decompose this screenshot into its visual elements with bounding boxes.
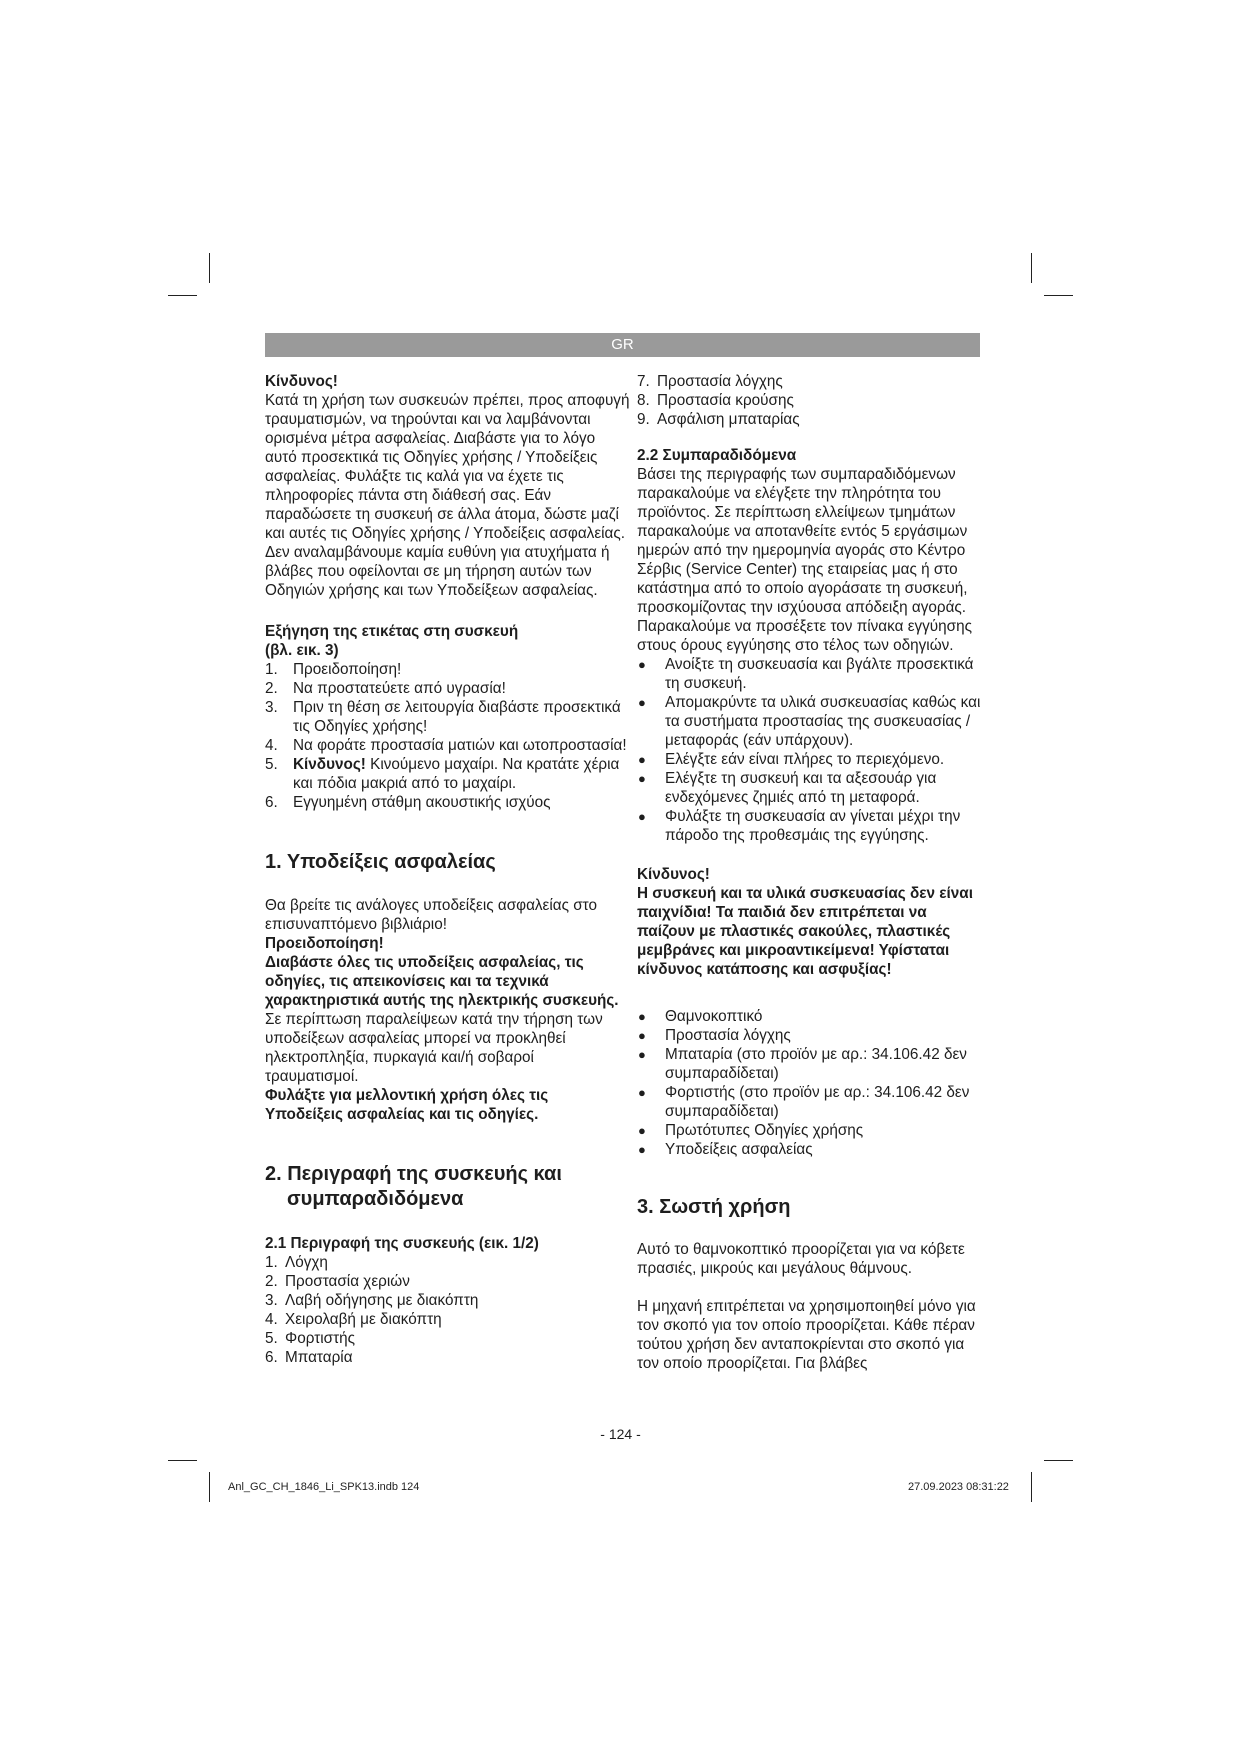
crop-mark: [1031, 253, 1032, 283]
danger-2-text: Η συσκευή και τα υλικά συσκευασίας δεν είναι παιχνίδια! Τα παιδιά δεν επιτρέπεται να παίζουν με πλαστικές σακούλες, πλαστικές μεμβράνες και μικροαντικείμενα! Υφίσταται κίνδυνος κατάποσης και ασφυξίας!: [637, 885, 973, 978]
crop-mark: [1044, 1460, 1073, 1461]
page-number: - 124 -: [600, 1426, 641, 1442]
list-item: ● Απομακρύντε τα υλικά συσκευασίας καθώς και τα συστήματα προστασίας της συσκευασίας / μεταφοράς (εάν υπάρχουν).: [638, 694, 981, 749]
list-item: ● Πρωτότυπες Οδηγίες χρήσης: [638, 1122, 864, 1139]
list-item: 5. Φορτιστής: [265, 1330, 356, 1347]
language-header-bar: [265, 333, 980, 357]
list-item: 6. Μπαταρία: [265, 1349, 353, 1366]
language-code: GR: [611, 336, 634, 353]
list-item: ● Προστασία λόγχης: [638, 1027, 791, 1044]
list-item: ● Ελέγξτε εάν είναι πλήρες το περιεχόμενο.: [638, 751, 945, 768]
crop-mark: [168, 295, 197, 296]
list-item: 8. Προστασία κρούσης: [637, 392, 794, 409]
list-item: 5. Κίνδυνος! Κινούμενο μαχαίρι. Να κρατάτε χέρια και πόδια μακριά από το μαχαίρι.: [265, 756, 620, 792]
list-item: 4. Να φοράτε προστασία ματιών και ωτοπροστασία!: [265, 737, 627, 754]
device-parts-list: [265, 1253, 630, 1367]
section-1-heading: 1. Υποδείξεις ασφαλείας: [265, 851, 496, 873]
crop-mark: [209, 253, 210, 283]
danger-text: Κατά τη χρήση των συσκευών πρέπει, προς αποφυγή τραυματισμών, να τηρούνται και να λαμβάνονται ορισμένα μέτρα ασφαλείας. Διαβάστε για το λόγο αυτό προσεκτικά τις Οδηγίες χρήσης / Υποδείξεις ασφαλείας. Φυλάξτε τις καλά για να έχετε τις πληροφορίες πάντα στη διάθεσή σας. Εάν παραδώσετε τη συσκευή σε άλλα άτομα, δώστε μαζί και αυτές τις Οδηγίες χρήσης / Υποδείξεις ασφαλείας. Δεν αναλαμβάνουμε καμία ευθύνη για ατυχήματα ή βλάβες που οφείλονται σε μη τήρηση αυτών των Οδηγιών χρήσης και των Υποδείξεων ασφαλείας.: [265, 392, 630, 599]
section-3-paragraph-2: Η μηχανή επιτρέπεται να χρησιμοποιηθεί μόνο για τον σκοπό για τον οποίο προορίζεται. Κάθε πέραν τούτου χρήση δεν ανταποκρίενται στο σκοπό για τον οποίο προορίζεται. Για βλάβες: [637, 1298, 976, 1372]
keep-instructions: Φυλάξτε για μελλοντική χρήση όλες τις Υποδείξεις ασφαλείας και τις οδηγίες.: [265, 1087, 549, 1123]
list-item: 1. Προειδοποίηση!: [265, 661, 402, 678]
section-1-intro: Θα βρείτε τις ανάλογες υποδείξεις ασφαλείας στο επισυναπτόμενο βιβλιάριο!: [265, 897, 598, 933]
list-item: ● Θαμνοκοπτικό: [638, 1008, 763, 1025]
list-item: ● Υποδείξεις ασφαλείας: [638, 1141, 813, 1158]
crop-mark: [209, 1472, 210, 1502]
list-item: 6. Εγγυημένη στάθμη ακουστικής ισχύος: [265, 794, 551, 811]
label-list: [265, 660, 630, 812]
list-item: ● Μπαταρία (στο προϊόν με αρ.: 34.106.42 δεν συμπαραδίδεται): [638, 1046, 967, 1082]
list-item: 1. Λόγχη: [265, 1254, 328, 1271]
list-item: 3. Λαβή οδήγησης με διακόπτη: [265, 1292, 479, 1309]
file-slug: Anl_GC_CH_1846_Li_SPK13.indb 124: [228, 1481, 420, 1493]
danger-title: Κίνδυνος!: [265, 373, 338, 390]
section-2-2-text: Βάσει της περιγραφής των συμπαραδιδόμενων παρακαλούμε να ελέγξετε την πληρότητα του προϊόντος. Σε περίπτωση ελλείψεων τμημάτων παρακαλούμε να αποτανθείτε εντός 5 εργάσιμων ημερών από την ημερομηνία αγοράς στο Κέντρο Σέρβις (Service Center) της εταιρείας μας ή στο κατάστημα από το οποίο αγοράσατε τη συσκευή, προσκομίζοντας την ισχύουσα απόδειξη αγοράς. Παρακαλούμε να προσέξετε τον πίνακα εγγύησης στους όρους εγγύησης στο τέλος των οδηγιών.: [637, 466, 973, 654]
crop-mark: [168, 1460, 197, 1461]
danger-2-title: Κίνδυνος!: [637, 866, 710, 883]
list-item: 9. Ασφάλιση μπαταρίας: [637, 411, 800, 428]
list-item: ● Ανοίξτε τη συσκευασία και βγάλτε προσεκτικά τη συσκευή.: [638, 656, 974, 692]
left-column: [265, 372, 630, 1367]
section-2-2-heading: 2.2 Συμπαραδιδόμενα: [637, 447, 797, 464]
crop-mark: [1031, 1472, 1032, 1502]
section-3-paragraph-1: Αυτό το θαμνοκοπτικό προορίζεται για να κόβετε πρασιές, μικρούς και μεγάλους θάμνους.: [637, 1241, 965, 1277]
contents-list: [637, 1007, 982, 1159]
list-item: ● Φορτιστής (στο προϊόν με αρ.: 34.106.42 δεν συμπαραδίδεται): [638, 1084, 970, 1120]
print-date: 27.09.2023 08:31:22: [908, 1481, 1009, 1493]
label-explanation-title: Εξήγηση της ετικέτας στη συσκευή: [265, 623, 519, 640]
list-item: 2. Προστασία χεριών: [265, 1273, 410, 1290]
crop-mark: [1044, 295, 1073, 296]
list-item: ● Φυλάξτε τη συσκευασία αν γίνεται μέχρι την πάροδο της προθεσμάις της εγγύησης.: [638, 808, 961, 844]
section-3-heading: 3. Σωστή χρήση: [637, 1196, 791, 1218]
list-item: ● Ελέγξτε τη συσκευή και τα αξεσουάρ για ενδεχόμενες ζημιές από τη μεταφορά.: [638, 770, 937, 806]
section-2-heading: 2. Περιγραφή της συσκευής και συμπαραδιδόμενα: [265, 1163, 562, 1210]
list-item: 7. Προστασία λόγχης: [637, 373, 783, 390]
label-explanation-subtitle: (βλ. εικ. 3): [265, 642, 339, 659]
list-item: 4. Χειρολαβή με διακόπτη: [265, 1311, 442, 1328]
section-2-1-heading: 2.1 Περιγραφή της συσκευής (εικ. 1/2): [265, 1235, 539, 1252]
device-parts-list-continued: [637, 372, 982, 429]
unpacking-list: [637, 655, 982, 845]
right-column: [637, 372, 982, 1373]
list-item: 2. Να προστατεύετε από υγρασία!: [265, 680, 506, 697]
warning-text: Διαβάστε όλες τις υποδείξεις ασφαλείας, τις οδηγίες, τις απεικονίσεις και τα τεχνικά χαρακτηριστικά αυτής της ηλεκτρικής συσκευής. Σε περίπτωση παραλείψεων κατά την τήρηση των υποδείξεων ασφαλείας μπορεί να προκληθεί ηλεκτροπληξία, πυρκαγιά και/ή σοβαροί τραυματισμοί.: [265, 954, 619, 1085]
warning-title: Προειδοποίηση!: [265, 935, 384, 952]
list-item: 3. Πριν τη θέση σε λειτουργία διαβάστε προσεκτικά τις Οδηγίες χρήσης!: [265, 699, 621, 735]
